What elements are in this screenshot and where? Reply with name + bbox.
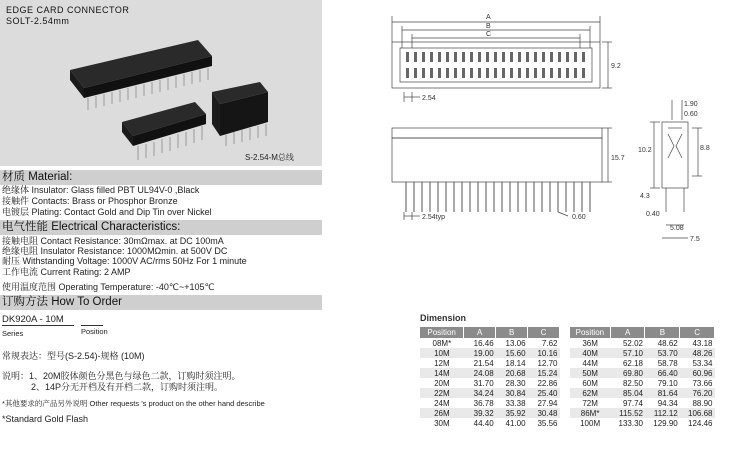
series-label: Series bbox=[2, 329, 24, 338]
dimension-table-left bbox=[420, 327, 560, 428]
table-row: 24M 36.78 33.38 27.94 bbox=[434, 398, 558, 408]
electrical-heading-band bbox=[0, 220, 322, 235]
material-line-plating: 电镀层 Plating: Contact Gold and Dip Tin over Nickel bbox=[2, 207, 212, 217]
table-row: 62M 85.04 81.64 76.20 bbox=[570, 388, 715, 398]
table-row: 10M 19.00 15.60 10.16 bbox=[420, 348, 560, 358]
order-dash: - bbox=[36, 314, 46, 325]
dim-label-pitch-front: 2.54typ bbox=[422, 214, 445, 221]
dimension-table-left-header bbox=[420, 327, 560, 338]
electrical-line-insulator-resistance: 绝缘电阻 Insulator Resistance: 1000MΩmin. at 500V DC bbox=[2, 246, 228, 256]
dim-label-pin-thickness: 0.40 bbox=[646, 211, 660, 218]
position-underline bbox=[81, 325, 103, 326]
dim-label-pin-length: 4.3 bbox=[640, 193, 650, 200]
table-row: 36M 52.02 48.62 43.18 bbox=[582, 338, 713, 348]
material-heading-band bbox=[0, 170, 322, 185]
material-line-insulator: 绝缘体 Insulator: Glass filled PBT UL94V-0 ,Black bbox=[2, 185, 200, 195]
dimension-table-right-header bbox=[570, 327, 715, 338]
dim-label-pin-width: 0.60 bbox=[572, 214, 586, 221]
dim-label-side-height: 10.2 bbox=[638, 147, 652, 154]
order-note-2: 2、14P分无开档及有开档二款，订购时须注明。 bbox=[31, 382, 224, 392]
top-view-outline bbox=[392, 42, 600, 88]
table-row: 22M 34.24 30.84 25.40 bbox=[420, 388, 560, 398]
col-a: A bbox=[464, 327, 496, 338]
table-row: 50M 69.80 66.40 60.96 bbox=[570, 368, 715, 378]
dim-label-top-gap: 0.60 bbox=[684, 111, 698, 118]
col-b: B bbox=[496, 327, 528, 338]
order-heading: 订购方法 How To Order bbox=[2, 296, 122, 308]
technical-drawing bbox=[380, 0, 725, 300]
photo-caption: S-2.54-M总线 bbox=[245, 153, 294, 162]
electrical-heading: 电气性能 Electrical Characteristics: bbox=[2, 221, 181, 233]
dim-label-b: B bbox=[486, 23, 491, 30]
electrical-line-temperature: 使用温度范围 Operating Temperature: -40℃~+105℃ bbox=[2, 282, 215, 292]
col-c: C bbox=[680, 327, 715, 338]
col-position: Position bbox=[420, 327, 464, 338]
dimension-table-right bbox=[570, 327, 715, 428]
order-other-requests: *其他要求的产品另外说明 Other requests 's product on the other hand describe bbox=[2, 399, 265, 408]
series-underline bbox=[2, 325, 74, 326]
dim-label-height-front: 15.7 bbox=[611, 155, 625, 162]
dim-label-a: A bbox=[486, 14, 491, 21]
side-view-body bbox=[662, 122, 688, 188]
col-position: Position bbox=[570, 327, 610, 338]
position-label: Position bbox=[81, 327, 108, 336]
dim-label-c: C bbox=[486, 31, 492, 38]
photo-title bbox=[6, 5, 129, 27]
col-b: B bbox=[645, 327, 680, 338]
table-row: 60M 82.50 79.10 73.66 bbox=[582, 378, 713, 388]
electrical-line-current: 工作电流 Current Rating: 2 AMP bbox=[2, 267, 131, 277]
table-row: 30M 44.40 41.00 35.56 bbox=[434, 418, 558, 428]
dim-label-slot-depth: 8.8 bbox=[700, 145, 710, 152]
table-row: 26M 39.32 35.92 30.48 bbox=[420, 408, 560, 418]
material-heading: 材质 Material: bbox=[2, 171, 73, 183]
order-part-number bbox=[2, 315, 64, 325]
material-line-contacts: 接触件 Contacts: Brass or Phosphor Bronze bbox=[2, 196, 178, 206]
electrical-line-contact-resistance: 接触电阻 Contact Resistance: 30mΩmax. at DC 100mA bbox=[2, 236, 224, 246]
photo-title-line1: EDGE CARD CONNECTOR bbox=[6, 5, 130, 15]
table-row: 08M* 16.46 13.06 7.62 bbox=[432, 338, 558, 348]
front-view-body bbox=[392, 138, 602, 182]
dim-label-top-width: 1.90 bbox=[684, 101, 698, 108]
table-row: 20M 31.70 28.30 22.86 bbox=[434, 378, 558, 388]
dim-label-side-width: 7.5 bbox=[690, 236, 700, 243]
order-standard-gold: *Standard Gold Flash bbox=[2, 414, 89, 424]
order-series-code: DK920A bbox=[2, 314, 37, 325]
order-heading-band bbox=[0, 295, 322, 310]
dim-label-pitch-top: 2.54 bbox=[422, 95, 436, 102]
dim-label-row-spacing: 5.08 bbox=[670, 225, 684, 232]
table-row: 44M 62.18 58.78 53.34 bbox=[582, 358, 713, 368]
order-common-expression: 常规表达：型号(S-2.54)-规格 (10M) bbox=[2, 351, 145, 361]
table-row: 40M 57.10 53.70 48.26 bbox=[570, 348, 715, 358]
photo-title-line2: SOLT-2.54mm bbox=[6, 16, 70, 26]
order-position-code: 10M bbox=[45, 314, 64, 325]
col-a: A bbox=[610, 327, 645, 338]
table-row: 100M 133.30 129.90 124.46 bbox=[580, 418, 713, 428]
table-row: 86M* 115.52 112.12 106.68 bbox=[570, 408, 715, 418]
col-c: C bbox=[528, 327, 560, 338]
dimension-title: Dimension bbox=[420, 313, 467, 323]
order-note-1: 说明：1、20M胶体颜色分黑色与绿色二款，订购时须注明。 bbox=[2, 371, 241, 381]
electrical-line-voltage: 耐压 Withstanding Voltage: 1000V AC/rms 50Hz For 1 minute bbox=[2, 256, 247, 266]
dim-label-height-top: 9.2 bbox=[611, 63, 621, 70]
table-row: 12M 21.54 18.14 12.70 bbox=[434, 358, 558, 368]
table-row: 72M 97.74 94.34 88.90 bbox=[582, 398, 713, 408]
table-row: 14M 24.08 20.68 15.24 bbox=[420, 368, 560, 378]
product-photo bbox=[0, 0, 322, 166]
